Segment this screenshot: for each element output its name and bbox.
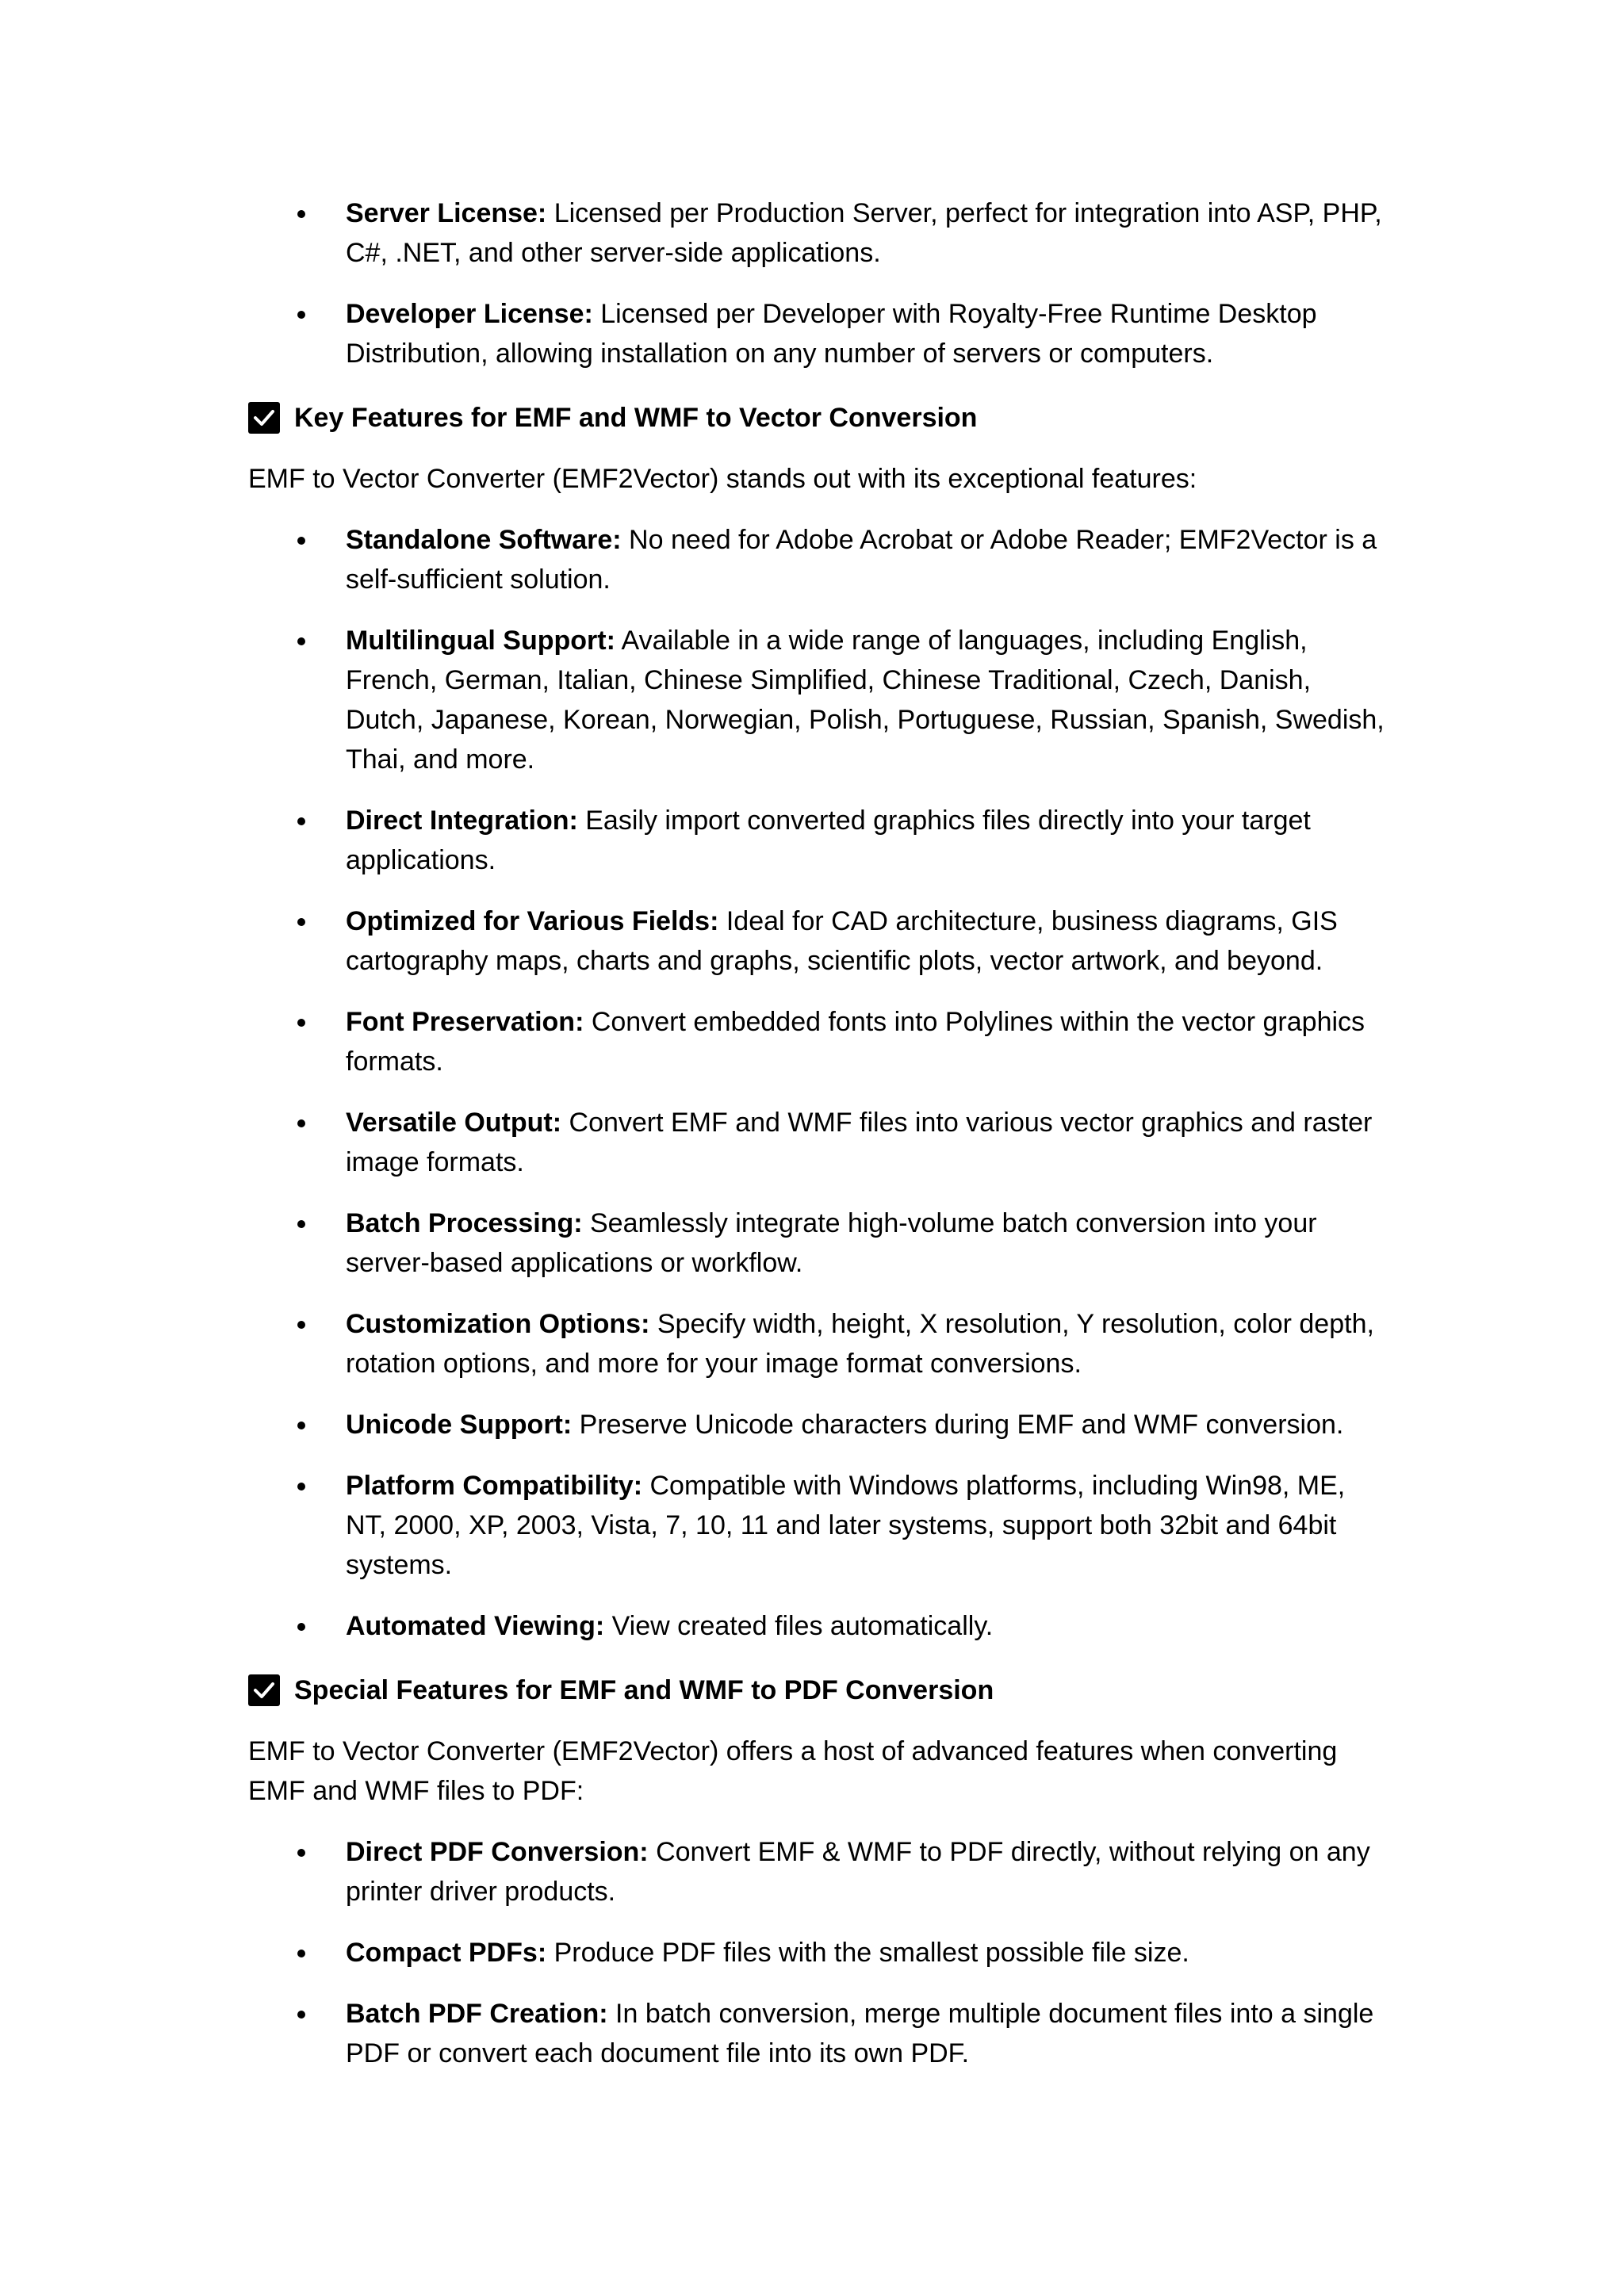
bullet-icon [297,1422,305,1429]
item-term: Platform Compatibility: [346,1471,643,1501]
bullet-icon [297,1483,305,1490]
bullet-icon [297,1321,305,1329]
bullet-icon [297,1019,305,1027]
item-term: Batch PDF Creation: [346,1999,608,2029]
bullet-icon [297,918,305,926]
section-heading-pdf-features [248,1670,1386,1710]
list-item [248,1466,1386,1585]
check-box-icon [248,1674,280,1706]
item-term: Optimized for Various Fields: [346,906,719,936]
item-term: Font Preservation: [346,1007,584,1037]
list-item [248,1606,1386,1646]
list-item [248,1203,1386,1283]
check-box-icon [248,402,280,434]
list-item [248,801,1386,880]
section-intro: EMF to Vector Converter (EMF2Vector) offers a host of advanced features when converting EMF and WMF files to PDF: [248,1736,1338,1806]
list-item [248,901,1386,981]
item-term: Customization Options: [346,1309,650,1339]
item-text: Seamlessly integrate high-volume batch conversion into your server-based applications or workflow. [346,1208,1317,1278]
item-term: Standalone Software: [346,525,622,555]
item-term: Automated Viewing: [346,1611,605,1641]
item-term: Unicode Support: [346,1410,573,1440]
item-term: Direct Integration: [346,806,578,836]
item-term: Multilingual Support: [346,626,615,656]
key-features-list [248,520,1386,1646]
bullet-icon [297,537,305,545]
item-text: Specify width, height, X resolution, Y resolution, color depth, rotation options, and more for your image format conversions. [346,1309,1374,1379]
item-term: Server License: [346,198,547,228]
item-text: In batch conversion, merge multiple document files into a single PDF or convert each document file into its own PDF. [346,1999,1374,2068]
bullet-icon [297,637,305,645]
list-item [248,1103,1386,1182]
list-item [248,1304,1386,1383]
item-text: Convert embedded fonts into Polylines within the vector graphics formats. [346,1007,1365,1077]
list-item [248,1994,1386,2073]
list-item [248,1832,1386,1911]
bullet-icon [297,1119,305,1127]
section-intro: EMF to Vector Converter (EMF2Vector) stands out with its exceptional features: [248,464,1197,494]
item-text: Ideal for CAD architecture, business diagrams, GIS cartography maps, charts and graphs, scientific plots, vector artwork, and beyond. [346,906,1338,976]
item-text: Available in a wide range of languages, including English, French, German, Italian, Chinese Simplified, Chinese Traditional, Czech, Danish, Dutch, Japanese, Korean, Norwegian, Polish, Portuguese, Russian, Spanish, Swedish, Thai, and more. [346,626,1385,775]
bullet-icon [297,817,305,825]
bullet-icon [297,1220,305,1228]
bullet-icon [297,1950,305,1957]
list-item [248,193,1386,273]
bullet-icon [297,1849,305,1857]
item-term: Compact PDFs: [346,1938,547,1968]
item-text: Easily import converted graphics files directly into your target applications. [346,806,1311,875]
item-term: Versatile Output: [346,1108,562,1138]
list-item [248,520,1386,599]
item-text: Produce PDF files with the smallest possible file size. [546,1938,1189,1968]
item-term: Developer License: [346,299,593,329]
heading-text: Key Features for EMF and WMF to Vector Conversion [294,403,978,433]
item-text: Preserve Unicode characters during EMF and WMF conversion. [572,1410,1344,1440]
item-text: Licensed per Production Server, perfect for integration into ASP, PHP, C#, .NET, and other server-side applications. [346,198,1382,268]
item-text: Convert EMF & WMF to PDF directly, without relying on any printer driver products. [346,1837,1370,1907]
bullet-icon [297,1623,305,1631]
bullet-icon [297,210,305,218]
list-item [248,621,1386,779]
list-item [248,1002,1386,1081]
license-list [248,193,1386,373]
bullet-icon [297,2011,305,2019]
item-text: Convert EMF and WMF files into various vector graphics and raster image formats. [346,1108,1373,1177]
bullet-icon [297,311,305,319]
list-item [248,294,1386,373]
pdf-features-list [248,1832,1386,2073]
list-item [248,1933,1386,1973]
list-item [248,1405,1386,1445]
heading-text: Special Features for EMF and WMF to PDF Conversion [294,1675,994,1705]
item-text: No need for Adobe Acrobat or Adobe Reader; EMF2Vector is a self-sufficient solution. [346,525,1377,595]
item-text: View created files automatically. [604,1611,994,1641]
section-heading-key-features [248,398,1386,438]
item-term: Batch Processing: [346,1208,583,1238]
item-text: Licensed per Developer with Royalty-Free Runtime Desktop Distribution, allowing installation on any number of servers or computers. [346,299,1317,369]
item-term: Direct PDF Conversion: [346,1837,649,1867]
item-text: Compatible with Windows platforms, including Win98, ME, NT, 2000, XP, 2003, Vista, 7, 10, 11 and later systems, support both 32bit and 64bit systems. [346,1471,1346,1580]
